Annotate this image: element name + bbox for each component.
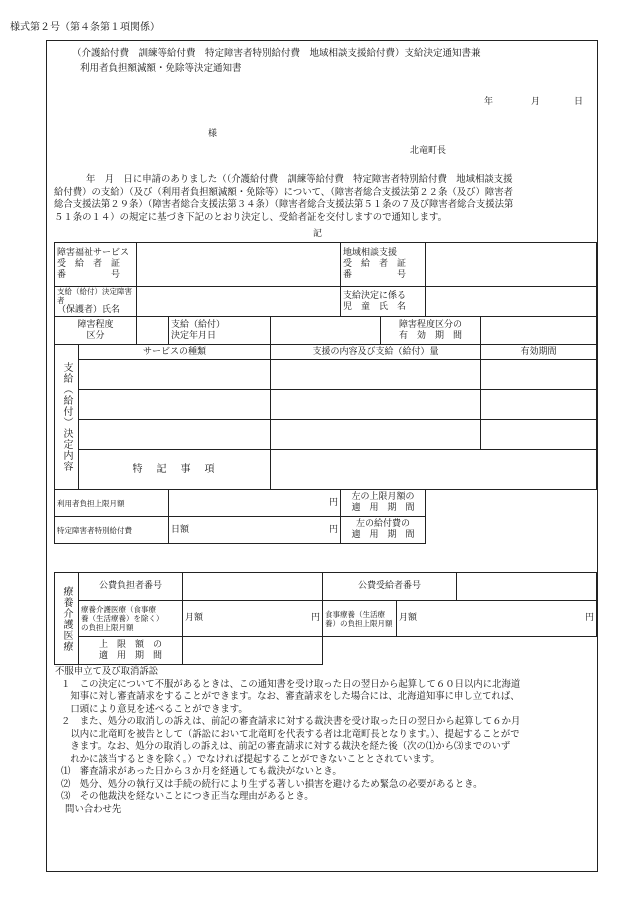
body-line: 給付費）の支給）（及び（利用者負担額減額・免除等）について、（障害者総合支援法第２２条（及び）障害者 bbox=[54, 186, 513, 198]
yen-unit: 円 bbox=[585, 613, 595, 623]
title-line-2: 利用者負担額減額・免除等決定通知書 bbox=[80, 63, 242, 74]
appeal-heading: 不服申立て及び取消訴訟 bbox=[55, 666, 159, 677]
appeal-line: 知事に対し審査請求をすることができます。なお、審査請求をした場合には、北海道知事に申し立てれば、 bbox=[61, 691, 520, 702]
label-line: 有 効 期 間 bbox=[399, 330, 463, 341]
label-line: 左の給付費の bbox=[356, 519, 411, 529]
label-line: （保護者）氏名 bbox=[57, 305, 121, 315]
label-line: 支給決定に係る bbox=[343, 290, 407, 301]
body-line: 総合支援法第２９条）（障害者総合支援法第３４条）（障害者総合支援法第５１条の７及び障害者総合支援法第 bbox=[54, 199, 514, 210]
appeal-line: 口頭により意見を述べることができます。 bbox=[61, 703, 248, 715]
burden-cap-label: 利用者負担上限月額 bbox=[55, 490, 169, 517]
label-line: 養）の負担上限月額 bbox=[325, 618, 393, 628]
service-content-cell[interactable] bbox=[271, 360, 481, 390]
yen-unit: 円 bbox=[329, 524, 339, 535]
service-period-cell[interactable] bbox=[481, 420, 597, 450]
form-number: 様式第２号（第４条第１項関係） bbox=[10, 22, 160, 33]
recipient-name-field[interactable] bbox=[137, 287, 341, 317]
chiiki-number-label bbox=[341, 243, 426, 287]
label-line: 児 童 氏 名 bbox=[343, 301, 407, 312]
special-notes-field[interactable] bbox=[271, 450, 597, 490]
label-line: 障害程度 bbox=[77, 319, 114, 330]
meal-cap-field[interactable] bbox=[397, 601, 597, 637]
child-name-field[interactable] bbox=[426, 287, 597, 317]
child-name-label bbox=[341, 287, 426, 317]
label-line: 受 給 者 証 bbox=[57, 259, 121, 269]
yen-unit: 円 bbox=[310, 613, 320, 623]
label-line: 番 号 bbox=[343, 270, 407, 280]
service-period-cell[interactable] bbox=[481, 360, 597, 390]
daily-amount-label: 日額 bbox=[171, 524, 190, 535]
validity-field[interactable] bbox=[481, 317, 597, 345]
cert-number-label bbox=[55, 243, 137, 287]
label-line: 左の上限月額の bbox=[351, 492, 415, 502]
side-label-cell bbox=[55, 345, 79, 490]
special-benefit-field[interactable] bbox=[169, 517, 341, 544]
label-line: 障害福祉サービス bbox=[57, 248, 130, 258]
cap-period-label bbox=[79, 637, 183, 665]
label-line: 地域相談支援 bbox=[343, 248, 398, 258]
benefit-period-label bbox=[341, 517, 426, 544]
service-content-cell[interactable] bbox=[271, 420, 481, 450]
medical-care-table bbox=[54, 572, 597, 665]
label-line: 食事療養（生活療 bbox=[325, 609, 385, 619]
empty-area bbox=[323, 637, 597, 665]
label-line: 決定年月日 bbox=[171, 330, 217, 341]
appeal-line: きます。なお、処分の取消しの訴えは、前記の審査請求に対する裁決を経た後（次の⑴から⑶までのいず bbox=[61, 741, 511, 752]
issuer: 北竜町長 bbox=[410, 146, 447, 156]
care-cap-label bbox=[79, 601, 183, 637]
service-type-cell[interactable] bbox=[79, 420, 271, 450]
chiiki-number-boxes[interactable] bbox=[426, 243, 597, 287]
service-type-header: サービスの種類 bbox=[79, 345, 271, 360]
label-line: 支給（給付） bbox=[171, 319, 226, 330]
label-line: 支給（給付）決定障害者 bbox=[57, 287, 132, 305]
cap-period-field[interactable] bbox=[426, 490, 597, 517]
service-type-cell[interactable] bbox=[79, 360, 271, 390]
appeal-item: ⑵ 処分、処分の執行又は手続の続行により生ずる著しい損害を避けるため緊急の必要があるとき。 bbox=[61, 778, 483, 790]
service-content-cell[interactable] bbox=[271, 390, 481, 420]
side-label: 支給（給付）決定内容 bbox=[61, 362, 72, 472]
label-line: 適 用 期 間 bbox=[351, 530, 415, 540]
label-line: 障害程度区分の bbox=[399, 319, 463, 330]
yen-unit: 円 bbox=[329, 497, 339, 508]
appeal-item: ⑶ その他裁決を経ないことにつき正当な理由があるとき。 bbox=[61, 791, 314, 802]
label-line: 養（生活療養）を除く） bbox=[81, 614, 164, 623]
body-line: ５１条の１４）の規定に基づき下記のとおり決定し、受給者証を交付しますので通知します。 bbox=[54, 211, 448, 223]
disability-level-label bbox=[55, 317, 137, 345]
appeal-item: ⑴ 審査請求があった日から３か月を経過しても裁決がないとき。 bbox=[61, 766, 342, 777]
label-line: 療養介護医療（食事療 bbox=[81, 605, 156, 614]
label-line: 区分 bbox=[86, 330, 105, 341]
service-period-header: 有効期間 bbox=[481, 345, 597, 360]
cert-number-boxes[interactable] bbox=[137, 243, 341, 287]
appeal-line: 以内に北竜町を被告として（訴訟において北竜町を代表する者は北竜町長となります。）、提起することがで bbox=[61, 728, 520, 740]
monthly-amount-label: 月額 bbox=[185, 613, 204, 623]
disability-level-field[interactable] bbox=[137, 317, 169, 345]
special-notes-label: 特 記 事 項 bbox=[79, 450, 271, 490]
payer-number-boxes[interactable] bbox=[183, 573, 323, 601]
addressee-suffix: 様 bbox=[208, 129, 218, 139]
body-paragraph bbox=[54, 174, 599, 224]
service-period-cell[interactable] bbox=[481, 390, 597, 420]
benefit-period-field[interactable] bbox=[426, 517, 597, 544]
body-line: 年 月 日に申請のありました（（介護給付費 訓練等給付費 特定障害者特別給付費 地域相談支援 bbox=[86, 174, 513, 185]
medical-side-cell bbox=[55, 573, 79, 665]
recipient-name-label bbox=[55, 287, 137, 317]
appeal-line: れかに該当するときを除く。）でなければ提起することができないこととされています。 bbox=[61, 753, 440, 765]
label-line: 上 限 額 の bbox=[98, 639, 162, 650]
validity-label bbox=[381, 317, 481, 345]
date-year: 年 bbox=[484, 97, 494, 107]
service-content-header: 支援の内容及び支給（給付）量 bbox=[271, 345, 481, 360]
label-line: の負担上限月額 bbox=[81, 623, 134, 632]
cap-period-label bbox=[341, 490, 426, 517]
cap-period-field[interactable] bbox=[183, 637, 323, 665]
contact-label: 問い合わせ先 bbox=[65, 803, 122, 815]
special-benefit-label: 特定障害者特別給付費 bbox=[55, 517, 169, 544]
appeal-section bbox=[55, 666, 595, 816]
monthly-amount-label: 月額 bbox=[399, 613, 418, 623]
label-line: 受 給 者 証 bbox=[343, 259, 407, 269]
label-line: 番 号 bbox=[57, 270, 121, 280]
care-cap-field[interactable] bbox=[183, 601, 323, 637]
decision-date-label bbox=[169, 317, 271, 345]
payer-number-label: 公費負担者番号 bbox=[79, 573, 183, 601]
meal-cap-label bbox=[323, 601, 397, 637]
decision-table bbox=[54, 242, 597, 544]
date-month: 月 bbox=[531, 97, 541, 107]
appeal-line: ２ また、処分の取消しの訴えは、前記の審査請求に対する裁決書を受け取った日の翌日から起算して６か月 bbox=[61, 716, 521, 727]
recipient-number-label: 公費受給者番号 bbox=[323, 573, 457, 601]
appeal-line: １ この決定について不服があるときは、この通知書を受け取った日の翌日から起算して６０日以内に北海道 bbox=[61, 678, 521, 690]
title-line-1: （介護給付費 訓練等給付費 特定障害者特別給付費 地域相談支援給付費）支給決定通知書兼 bbox=[72, 48, 481, 59]
label-line: 適 用 期 間 bbox=[98, 650, 162, 661]
ki-label: 記 bbox=[313, 229, 323, 239]
medical-side-label: 療養介護医療 bbox=[61, 585, 72, 652]
date-day: 日 bbox=[574, 97, 584, 107]
recipient-number-boxes[interactable] bbox=[457, 573, 597, 601]
decision-date-field[interactable] bbox=[271, 317, 381, 345]
burden-cap-field[interactable] bbox=[169, 490, 341, 517]
label-line: 適 用 期 間 bbox=[351, 503, 415, 513]
service-type-cell[interactable] bbox=[79, 390, 271, 420]
